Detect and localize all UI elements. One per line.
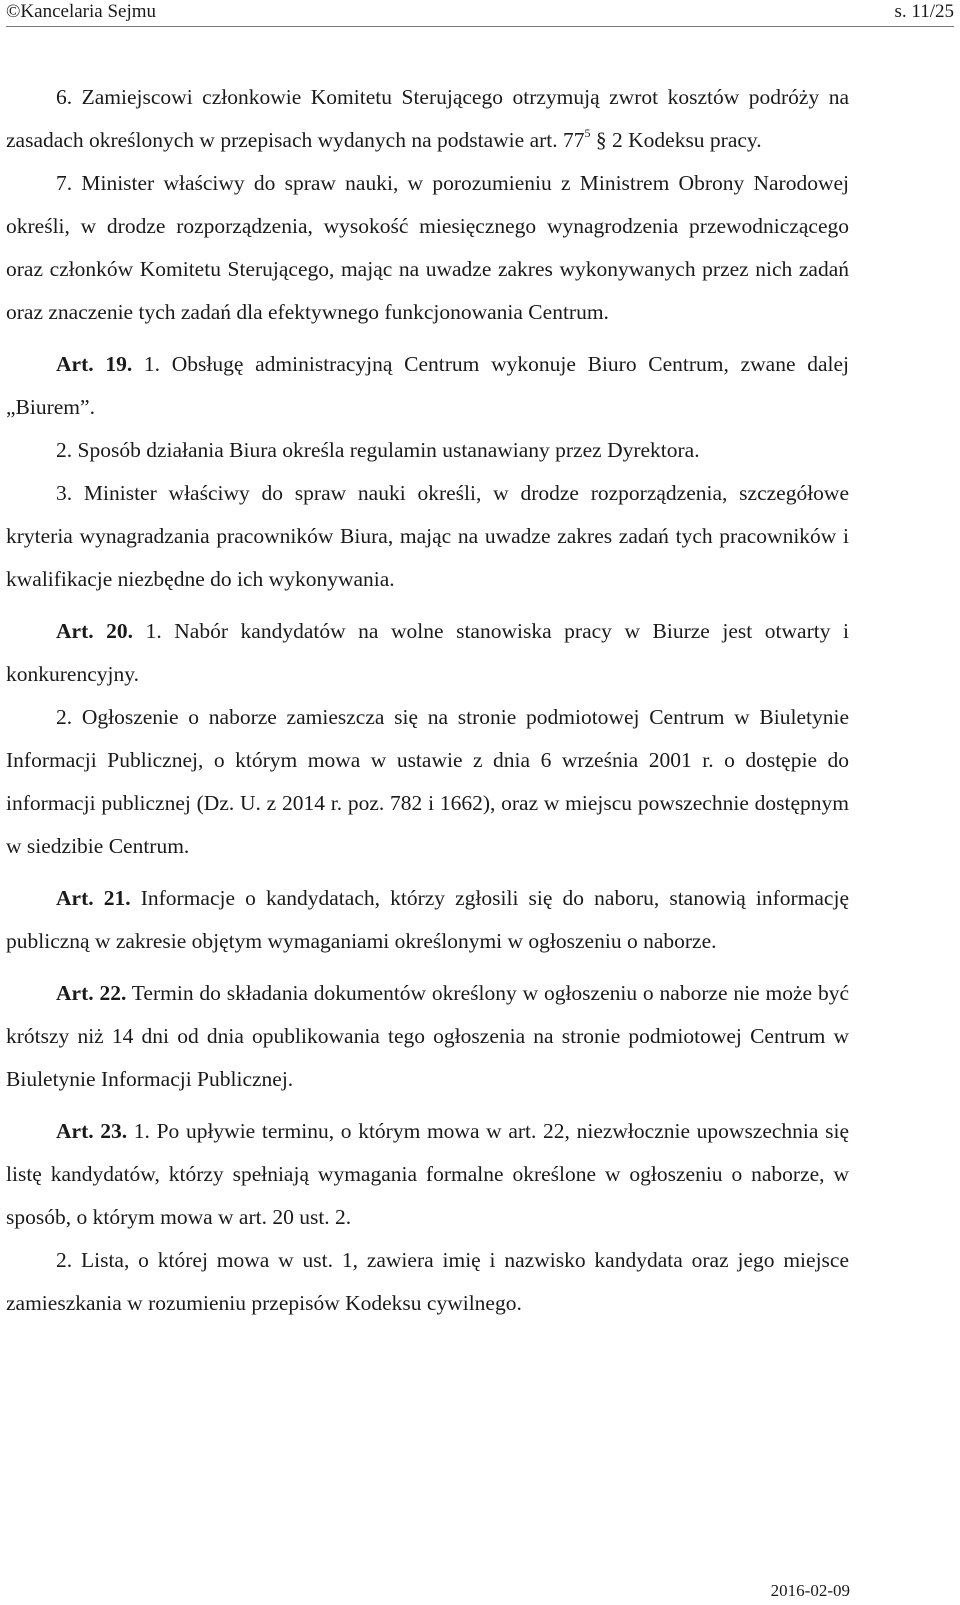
document-body [6, 76, 849, 1325]
paragraph-art19-2: 2. Sposób działania Biura określa regulamin ustanawiany przez Dyrektora. [56, 438, 700, 462]
paragraph-art19-1: Art. 19. 1. Obsługę administracyjną Centrum wykonuje Biuro Centrum, zwane dalej „Biurem”. [6, 352, 850, 419]
header-page-number: s. 11/25 [894, 1, 954, 22]
paragraph-art20-1: Art. 20. 1. Nabór kandydatów na wolne stanowiska pracy w Biurze jest otwarty i konkurencyjny. [6, 619, 849, 686]
paragraph-art23-1: Art. 23. 1. Po upływie terminu, o którym mowa w art. 22, niezwłocznie upowszechnia się listę kandydatów, którzy spełniają wymagania formalne określone w ogłoszeniu o naborze, w sposób, o którym mowa w art. 20 ust. 2. [6, 1119, 849, 1229]
paragraph-art19-3: 3. Minister właściwy do spraw nauki określi, w drodze rozporządzenia, szczegółowe kryteria wynagradzania pracowników Biura, mając na uwadze zakres zadań tych pracowników i kwalifikacje niezbędne do ich wykonywania. [6, 481, 849, 591]
article-number: Art. 23. [56, 1119, 128, 1143]
paragraph-art21: Art. 21. Informacje o kandydatach, którzy zgłosili się do naboru, stanowią informację publiczną w zakresie objętym wymaganiami określonymi w ogłoszeniu o naborze. [6, 886, 849, 953]
page-header [6, 0, 954, 27]
paragraph-art20-2: 2. Ogłoszenie o naborze zamieszcza się na stronie podmiotowej Centrum w Biuletynie Informacji Publicznej, o którym mowa w ustawie z dnia 6 września 2001 r. o dostępie do informacji publicznej (Dz. U. z 2014 r. poz. 782 i 1662), oraz w miejscu powszechnie dostępnym w siedzibie Centrum. [6, 705, 849, 858]
paragraph-art23-2: 2. Lista, o której mowa w ust. 1, zawiera imię i nazwisko kandydata oraz jego miejsce zamieszkania w rozumieniu przepisów Kodeksu cywilnego. [6, 1248, 849, 1315]
article-number: Art. 20. [56, 619, 134, 643]
article-number: Art. 21. [56, 886, 131, 910]
article-number: Art. 22. [56, 981, 127, 1005]
header-copyright: ©Kancelaria Sejmu [6, 1, 157, 22]
paragraph-art18-6: 6. Zamiejscowi członkowie Komitetu Sterującego otrzymują zwrot kosztów podróży na zasadach określonych w przepisach wydanych na podstawie art. $77^5$ § 2 Kodeksu pracy. [6, 85, 849, 152]
paragraph-art18-7: 7. Minister właściwy do spraw nauki, w porozumieniu z Ministrem Obrony Narodowej określi, w drodze rozporządzenia, wysokość miesięcznego wynagrodzenia przewodniczącego oraz członków Komitetu Sterującego, mając na uwadze zakres wykonywanych przez nich zadań oraz znaczenie tych zadań dla efektywnego funkcjonowania Centrum. [6, 171, 849, 324]
footer-date: 2016-02-09 [770, 1581, 850, 1600]
superscript-5: 5 [584, 126, 591, 140]
paragraph-art22: Art. 22. Termin do składania dokumentów określony w ogłoszeniu o naborze nie może być krótszy niż 14 dni od dnia opublikowania tego ogłoszenia na stronie podmiotowej Centrum w Biuletynie Informacji Publicznej. [6, 981, 849, 1091]
article-number: Art. 19. [56, 352, 133, 376]
